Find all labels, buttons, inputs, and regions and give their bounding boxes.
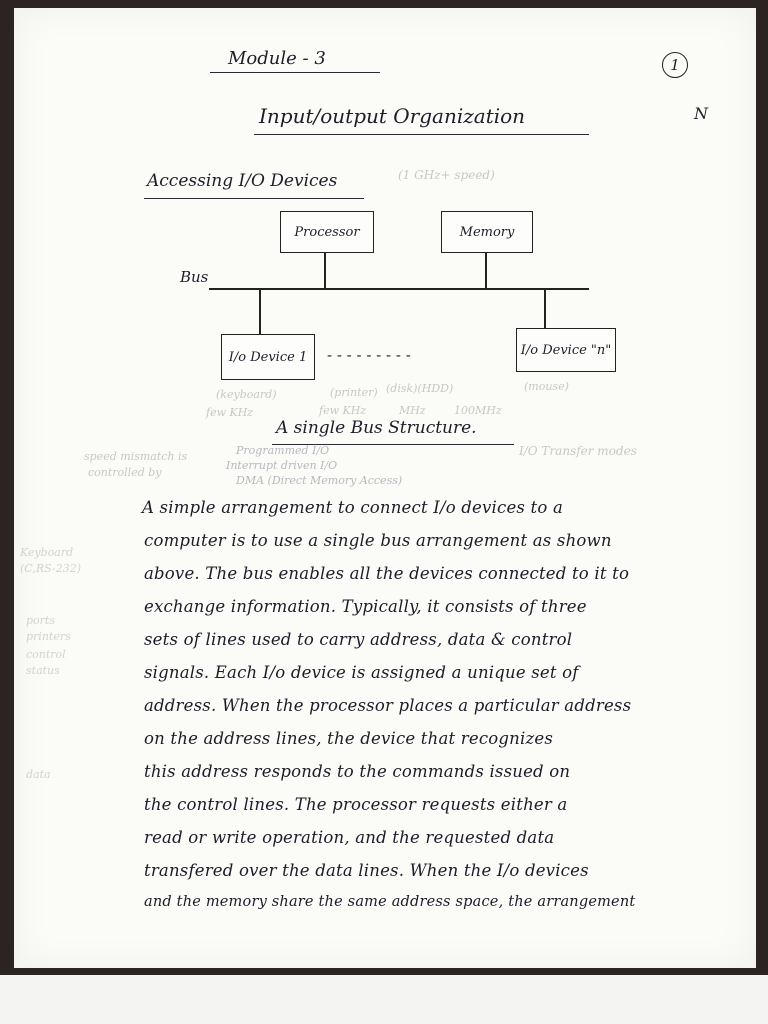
margin-mark: N bbox=[694, 104, 708, 123]
io-device-n-label: I/o Device "n" bbox=[520, 342, 612, 358]
processor-label: Processor bbox=[294, 224, 360, 240]
notebook-page bbox=[14, 8, 756, 968]
module-heading: Module - 3 bbox=[228, 48, 326, 69]
module-underline bbox=[210, 72, 380, 73]
memory-label: Memory bbox=[459, 224, 515, 240]
photo-bottom-margin bbox=[0, 975, 768, 1024]
memory-bus-connector bbox=[485, 252, 487, 290]
margin-note-5: status bbox=[26, 664, 60, 677]
body-line-10: the control lines. The processor requests either a bbox=[144, 795, 568, 814]
margin-note-4: control bbox=[26, 648, 66, 661]
note-speed-1: few KHz bbox=[206, 406, 254, 419]
device1-bus-connector bbox=[259, 289, 261, 335]
body-line-13: and the memory share the same address space, the arrangement bbox=[144, 894, 636, 910]
note-keyboard: (keyboard) bbox=[216, 388, 277, 401]
margin-note-2: ports bbox=[26, 614, 55, 627]
bus-label: Bus bbox=[180, 268, 209, 286]
body-line-2: computer is to use a single bus arrangement as shown bbox=[144, 531, 612, 550]
io-device-1-label: I/o Device 1 bbox=[228, 349, 308, 365]
processor-bus-connector bbox=[324, 252, 326, 290]
io-device-1-box bbox=[221, 334, 315, 380]
margin-note-3: printers bbox=[26, 630, 71, 643]
body-line-9: this address responds to the commands issued on bbox=[144, 762, 571, 781]
note-speed-2: few KHz bbox=[319, 404, 367, 417]
note-printer: (printer) bbox=[330, 386, 378, 399]
diagram-caption: A single Bus Structure. bbox=[276, 418, 477, 438]
section-heading-underline bbox=[144, 198, 364, 199]
note-speed-mismatch: speed mismatch is bbox=[84, 450, 188, 463]
page-number-badge bbox=[662, 52, 688, 78]
note-mouse: (mouse) bbox=[524, 380, 569, 393]
margin-note-0: Keyboard bbox=[20, 546, 74, 559]
io-device-n-box bbox=[516, 328, 616, 372]
body-line-12: transfered over the data lines. When the I/o devices bbox=[144, 861, 589, 880]
note-disk: (disk)(HDD) bbox=[386, 382, 454, 395]
note-programmed-io: Programmed I/O bbox=[236, 444, 330, 457]
body-line-8: on the address lines, the device that recognizes bbox=[144, 729, 553, 748]
body-line-3: above. The bus enables all the devices connected to it to bbox=[144, 564, 630, 583]
body-line-7: address. When the processor places a particular address bbox=[144, 696, 632, 715]
note-controlled-by: controlled by bbox=[88, 466, 162, 479]
note-interrupt-io: Interrupt driven I/O bbox=[226, 459, 338, 472]
page-title-underline bbox=[254, 134, 589, 135]
bus-line bbox=[209, 288, 589, 290]
body-line-1: A simple arrangement to connect I/o devices to a bbox=[142, 498, 563, 517]
note-speed-3: MHz bbox=[399, 404, 426, 417]
margin-note-6: data bbox=[26, 768, 51, 781]
page-number: 1 bbox=[670, 56, 680, 74]
body-line-4: exchange information. Typically, it consists of three bbox=[144, 597, 587, 616]
body-line-5: sets of lines used to carry address, data & control bbox=[144, 630, 573, 649]
body-line-6: signals. Each I/o device is assigned a unique set of bbox=[144, 663, 579, 682]
section-heading-note: (1 GHz+ speed) bbox=[398, 168, 495, 182]
note-speed-4: 100MHz bbox=[454, 404, 502, 417]
device-dashes: - - - - - - - - - bbox=[327, 346, 411, 364]
page-title: Input/output Organization bbox=[259, 104, 526, 128]
body-line-11: read or write operation, and the requested data bbox=[144, 828, 555, 847]
note-dma: DMA (Direct Memory Access) bbox=[236, 474, 403, 487]
device-n-bus-connector bbox=[544, 289, 546, 329]
margin-note-1: (C,RS-232) bbox=[20, 562, 82, 575]
processor-box bbox=[280, 211, 374, 253]
memory-box bbox=[441, 211, 533, 253]
note-transfer-modes: I/O Transfer modes bbox=[519, 444, 637, 458]
section-heading: Accessing I/O Devices bbox=[147, 171, 338, 191]
